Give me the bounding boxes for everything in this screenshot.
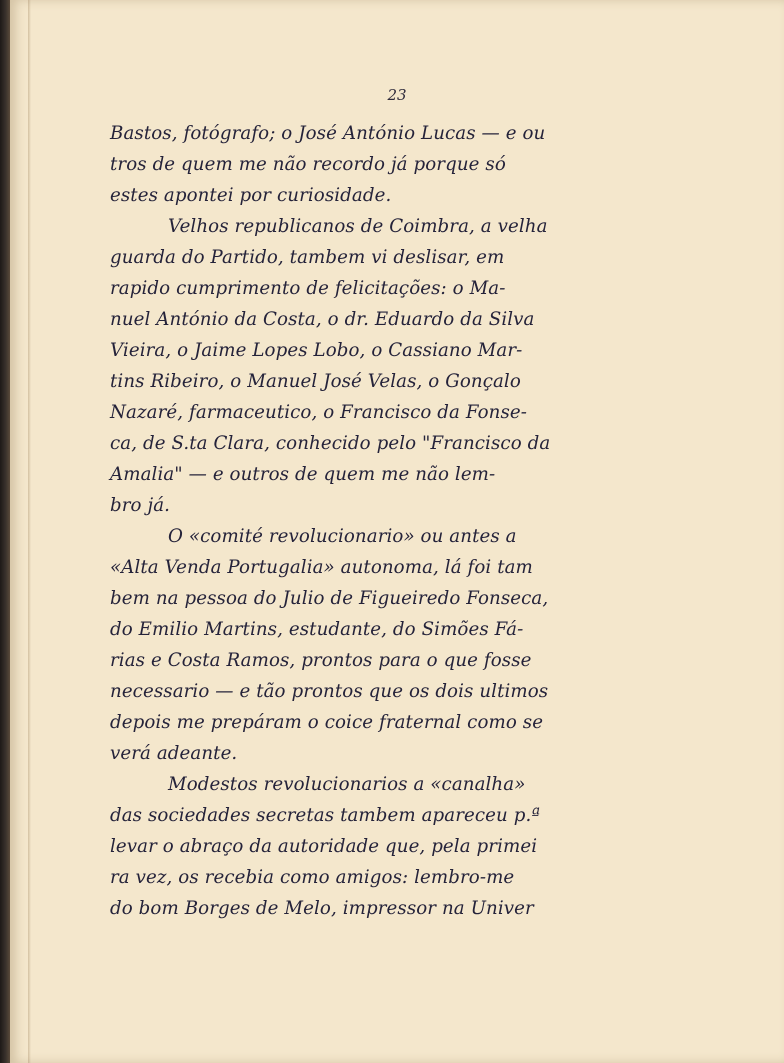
manuscript-line: Amalia" — e outros de quem me não lem- bbox=[110, 464, 496, 485]
manuscript-line: bem na pessoa do Julio de Figueiredo Fonseca, bbox=[110, 588, 549, 609]
manuscript-line: do bom Borges de Melo, impressor na Univer bbox=[110, 898, 534, 919]
manuscript-line: ca, de S.ta Clara, conhecido pelo "Francisco da bbox=[110, 433, 551, 454]
manuscript-line: do Emilio Martins, estudante, do Simões Fá- bbox=[110, 619, 524, 640]
manuscript-line: tros de quem me não recordo já porque só bbox=[110, 154, 506, 175]
book-binding-edge bbox=[0, 0, 10, 1063]
manuscript-line: Velhos republicanos de Coimbra, a velha bbox=[168, 216, 548, 237]
page-number: 23 bbox=[387, 86, 407, 104]
manuscript-line: Nazaré, farmaceutico, o Francisco da Fonse- bbox=[110, 402, 527, 423]
manuscript-line: necessario — e tão prontos que os dois ultimos bbox=[110, 681, 549, 702]
manuscript-line: tins Ribeiro, o Manuel José Velas, o Gonçalo bbox=[110, 371, 521, 392]
manuscript-line: estes apontei por curiosidade. bbox=[110, 185, 392, 206]
manuscript-line: verá adeante. bbox=[110, 743, 238, 764]
manuscript-line: Bastos, fotógrafo; o José António Lucas — e ou bbox=[110, 123, 546, 144]
manuscript-line: ra vez, os recebia como amigos: lembro-me bbox=[110, 867, 515, 888]
manuscript-line: O «comité revolucionario» ou antes a bbox=[168, 526, 517, 547]
manuscript-line: das sociedades secretas tambem apareceu p.ª bbox=[110, 805, 541, 826]
handwritten-text-block bbox=[110, 118, 630, 924]
manuscript-line: Vieira, o Jaime Lopes Lobo, o Cassiano Mar- bbox=[110, 340, 523, 361]
manuscript-line: levar o abraço da autoridade que, pela primei bbox=[110, 836, 538, 857]
manuscript-line: depois me prepáram o coice fraternal como se bbox=[110, 712, 544, 733]
manuscript-page bbox=[10, 0, 784, 1063]
manuscript-line: rias e Costa Ramos, prontos para o que fosse bbox=[110, 650, 532, 671]
manuscript-line: bro já. bbox=[110, 495, 171, 516]
manuscript-line: Modestos revolucionarios a «canalha» bbox=[168, 774, 526, 795]
manuscript-line: guarda do Partido, tambem vi deslisar, em bbox=[110, 247, 505, 268]
manuscript-line: nuel António da Costa, o dr. Eduardo da Silva bbox=[110, 309, 535, 330]
manuscript-line: rapido cumprimento de felicitações: o Ma- bbox=[110, 278, 506, 299]
page-crease bbox=[28, 0, 31, 1063]
manuscript-line: «Alta Venda Portugalia» autonoma, lá foi tam bbox=[110, 557, 533, 578]
